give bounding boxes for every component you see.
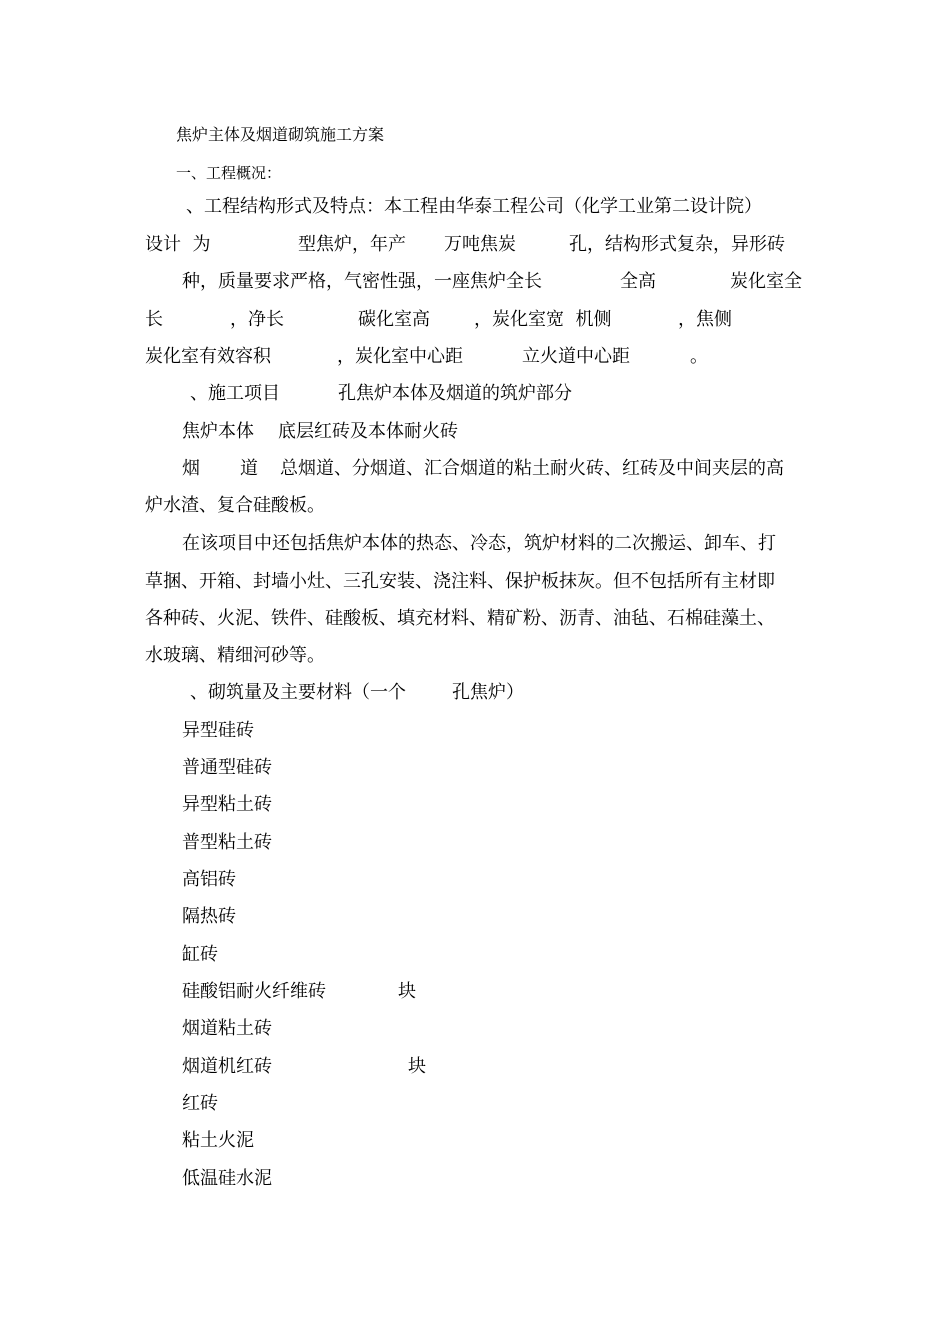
para2-b: 孔焦炉本体及烟道的筑炉部分 [338,383,572,404]
para4-a: 、砌筑量及主要材料（一个 [190,682,406,703]
coke-body-desc: 底层红砖及本体耐火砖 [278,421,458,442]
para1-line2-b: 型焦炉，年产 [298,234,406,255]
para3-line3: 各种砖、火泥、铁件、硅酸板、填充材料、精矿粉、沥青、油毡、石棉硅藻土、 [145,608,775,629]
para1-line5-c: 立火道中心距 [522,346,630,367]
material-name: 高铝砖 [182,869,236,890]
flue-label-2: 道 [240,458,258,479]
material-name: 红砖 [182,1093,218,1114]
material-unit: 块 [398,981,416,1002]
para1-line2-d: 孔，结构形式复杂，异形砖 [569,234,785,255]
material-name: 缸砖 [182,944,218,965]
para3-line1: 在该项目中还包括焦炉本体的热态、冷态，筑炉材料的二次搬运、卸车、打 [182,533,776,554]
material-name: 隔热砖 [182,906,236,927]
para3-line2: 草捆、开箱、封墙小灶、三孔安装、浇注料、保护板抹灰。但不包括所有主材即 [145,571,775,592]
para1-line3-b: 全高 [620,271,656,292]
para1-line4-e: ，焦侧 [678,309,732,330]
para1-line4-b: ，净长 [230,309,284,330]
para1-line5-d: 。 [690,346,708,367]
document-title: 焦炉主体及烟道砌筑施工方案 [176,125,385,144]
material-name: 粘土火泥 [182,1130,254,1151]
flue-desc: 总烟道、分烟道、汇合烟道的粘土耐火砖、红砖及中间夹层的高 [280,458,784,479]
material-name: 异型粘土砖 [182,794,272,815]
para4-b: 孔焦炉） [452,682,524,703]
para1-line5-b: ，炭化室中心距 [337,346,463,367]
material-name: 普型粘土砖 [182,832,272,853]
flue-desc-cont: 炉水渣、复合硅酸板。 [145,495,325,516]
material-name: 普通型硅砖 [182,757,272,778]
para1-line4-c: 碳化室高 [358,309,430,330]
para1-line1: 、工程结构形式及特点：本工程由华泰工程公司（化学工业第二设计院） [186,196,762,217]
para1-line4-a: 长 [145,309,163,330]
para1-line5-a: 炭化室有效容积 [145,346,271,367]
section-heading: 一、工程概况： [176,164,282,182]
flue-label-1: 烟 [182,458,200,479]
para1-line2-a: 设计 为 [145,234,211,255]
material-name: 烟道粘土砖 [182,1018,272,1039]
para1-line3-c: 炭化室全 [730,271,802,292]
material-name: 异型硅砖 [182,720,254,741]
material-unit: 块 [408,1056,426,1077]
para3-line4: 水玻璃、精细河砂等。 [145,645,325,666]
coke-body-label: 焦炉本体 [182,421,254,442]
para1-line4-d: ，炭化室宽 机侧 [474,309,612,330]
material-name: 低温硅水泥 [182,1168,272,1189]
material-name: 硅酸铝耐火纤维砖 [182,981,326,1002]
para1-line3-a: 种，质量要求严格，气密性强，一座焦炉全长 [182,271,542,292]
material-name: 烟道机红砖 [182,1056,272,1077]
para2-a: 、施工项目 [190,383,280,404]
para1-line2-c: 万吨焦炭 [444,234,516,255]
